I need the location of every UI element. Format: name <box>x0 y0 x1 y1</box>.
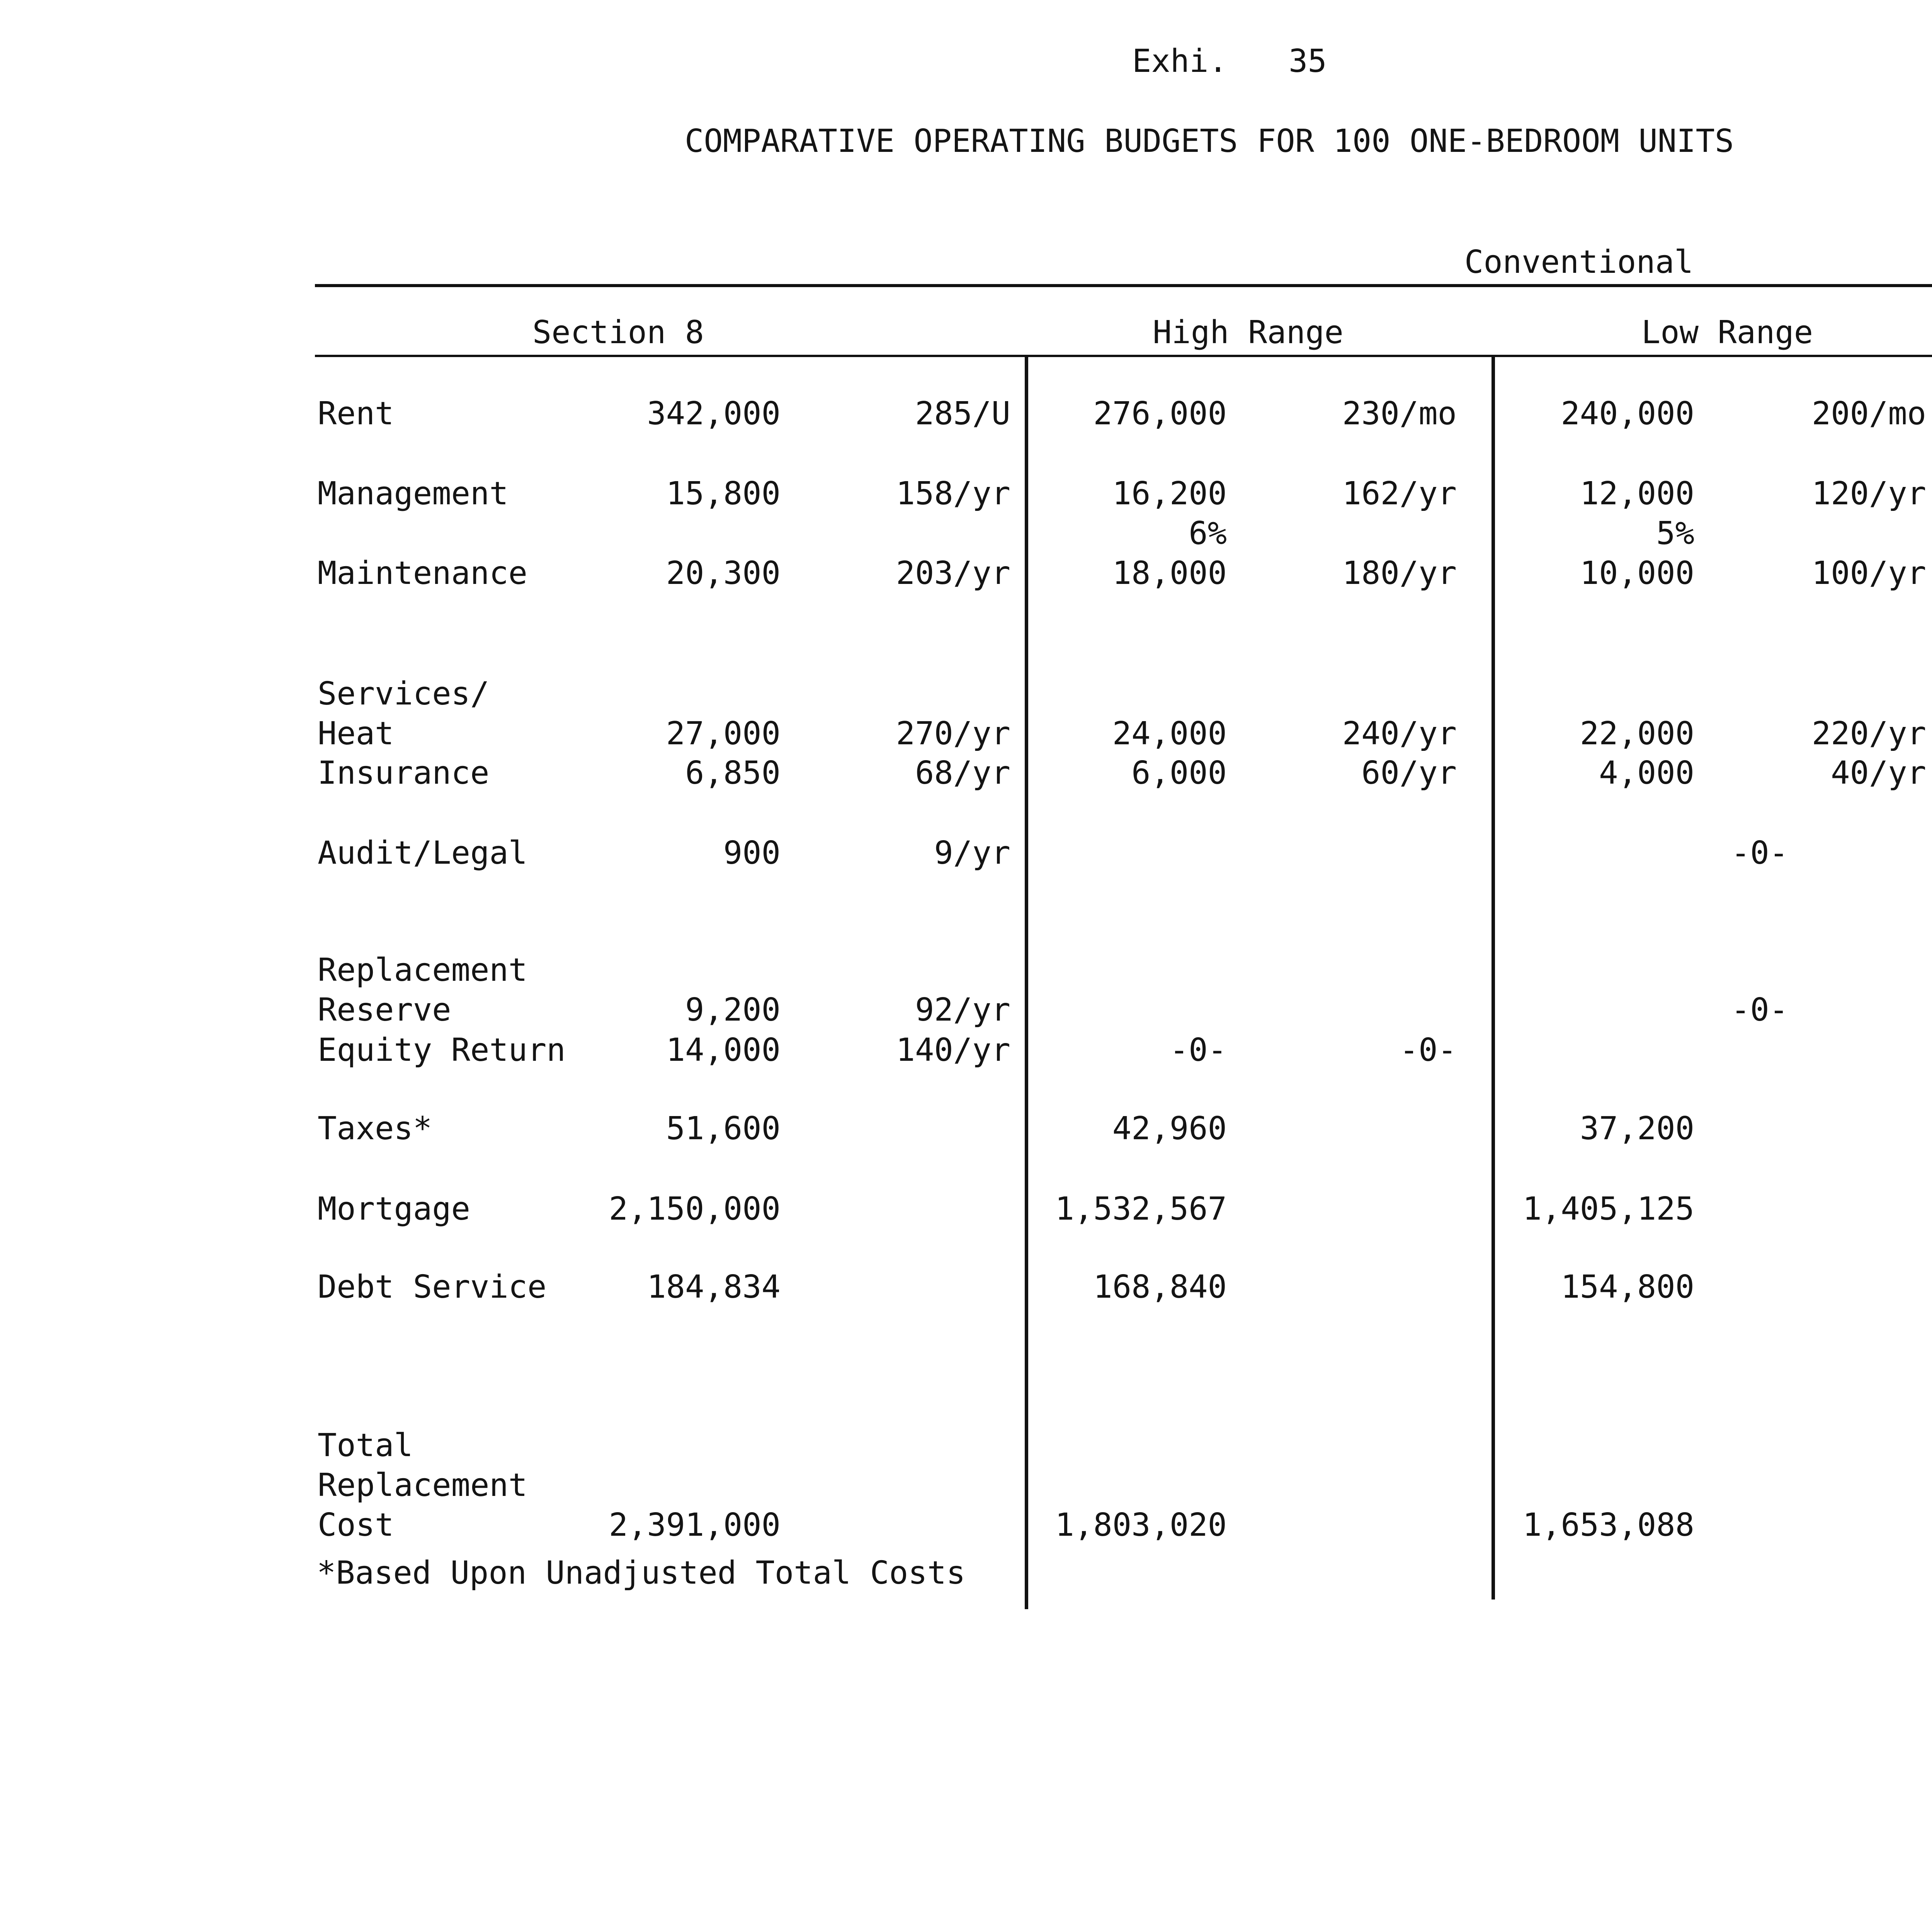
section8-amount: 6,850 <box>685 755 781 791</box>
section8-amount: 51,600 <box>666 1110 781 1147</box>
low-range-amount: 10,000 <box>1580 555 1694 592</box>
high-range-amount: 18,000 <box>1112 555 1227 592</box>
high-range-per-unit: 240/yr <box>1342 715 1457 752</box>
section8-header: Section 8 <box>532 314 704 351</box>
high-range-amount: -0- <box>1169 1032 1227 1069</box>
header-rule <box>315 355 1932 357</box>
section8-amount: 20,300 <box>666 555 781 592</box>
top-rule <box>315 284 1932 287</box>
high-range-percent: 6% <box>1189 515 1227 552</box>
exhibit-label: Exhi. <box>1132 43 1228 80</box>
low-range-amount: 22,000 <box>1580 715 1694 752</box>
conventional-header: Conventional <box>1464 244 1694 281</box>
low-range-amount: 154,800 <box>1561 1269 1694 1305</box>
high-range-per-unit: -0- <box>1399 1032 1457 1069</box>
row-label: Heat <box>318 715 394 752</box>
row-label: Total <box>318 1427 413 1464</box>
section8-amount: 14,000 <box>666 1032 781 1069</box>
low-range-percent: 5% <box>1656 515 1694 552</box>
section8-amount: 184,834 <box>647 1269 781 1305</box>
high-range-per-unit: 230/mo <box>1342 395 1457 432</box>
section8-per-unit: 9/yr <box>934 835 1010 871</box>
section8-amount: 15,800 <box>666 475 781 512</box>
section8-amount: 2,391,000 <box>609 1507 781 1543</box>
high-range-amount: 16,200 <box>1112 475 1227 512</box>
footnote: *Based Upon Unadjusted Total Costs <box>317 1555 966 1591</box>
high-range-per-unit: 60/yr <box>1361 755 1457 791</box>
low-range-amount: 1,405,125 <box>1522 1191 1694 1227</box>
row-label: Taxes* <box>318 1110 432 1147</box>
low-range-header: Low Range <box>1641 314 1813 351</box>
high-range-amount: 1,803,020 <box>1055 1507 1227 1543</box>
low-range-per-unit: 120/yr <box>1811 475 1926 512</box>
section8-per-unit: 158/yr <box>896 475 1010 512</box>
low-range-amount: 37,200 <box>1580 1110 1694 1147</box>
row-label: Audit/Legal <box>318 835 528 871</box>
section8-amount: 9,200 <box>685 992 781 1028</box>
row-label: Reserve <box>318 992 451 1028</box>
section8-amount: 2,150,000 <box>609 1191 781 1227</box>
section8-per-unit: 285/U <box>915 395 1010 432</box>
section8-per-unit: 140/yr <box>896 1032 1010 1069</box>
row-label: Management <box>318 475 509 512</box>
low-range-amount: 12,000 <box>1580 475 1694 512</box>
row-label: Cost <box>318 1507 394 1543</box>
high-range-header: High Range <box>1153 314 1344 351</box>
row-label: Rent <box>318 395 394 432</box>
row-label: Equity Return <box>318 1032 566 1069</box>
low-range-per-unit: 100/yr <box>1811 555 1926 592</box>
low-range-amount: 1,653,088 <box>1522 1507 1694 1543</box>
high-range-amount: 6,000 <box>1131 755 1227 791</box>
section8-per-unit: 92/yr <box>915 992 1010 1028</box>
section8-per-unit: 68/yr <box>915 755 1010 791</box>
low-range-per-unit: 40/yr <box>1831 755 1926 791</box>
row-label: Mortgage <box>318 1191 470 1227</box>
row-label: Replacement <box>318 1467 528 1504</box>
section8-amount: 342,000 <box>647 395 781 432</box>
conventional-dash: -0- <box>1731 835 1789 871</box>
low-range-amount: 240,000 <box>1561 395 1694 432</box>
section8-amount: 900 <box>723 835 781 871</box>
row-label: Debt Service <box>318 1269 547 1305</box>
row-label: Maintenance <box>318 555 528 592</box>
low-range-per-unit: 200/mo <box>1811 395 1926 432</box>
page-title: COMPARATIVE OPERATING BUDGETS FOR 100 ONE-BEDROOM UNITS <box>685 123 1734 160</box>
high-range-amount: 276,000 <box>1093 395 1227 432</box>
row-label: Insurance <box>318 755 490 791</box>
conventional-dash: -0- <box>1731 992 1789 1028</box>
low-range-amount: 4,000 <box>1599 755 1694 791</box>
high-range-amount: 24,000 <box>1112 715 1227 752</box>
high-range-per-unit: 162/yr <box>1342 475 1457 512</box>
row-label: Replacement <box>318 952 528 989</box>
section8-per-unit: 203/yr <box>896 555 1010 592</box>
high-range-amount: 42,960 <box>1112 1110 1227 1147</box>
high-range-amount: 1,532,567 <box>1055 1191 1227 1227</box>
low-range-per-unit: 220/yr <box>1811 715 1926 752</box>
exhibit-number: 35 <box>1289 43 1327 80</box>
row-label: Services/ <box>318 676 490 712</box>
high-range-per-unit: 180/yr <box>1342 555 1457 592</box>
section8-amount: 27,000 <box>666 715 781 752</box>
section8-per-unit: 270/yr <box>896 715 1010 752</box>
high-range-amount: 168,840 <box>1093 1269 1227 1305</box>
